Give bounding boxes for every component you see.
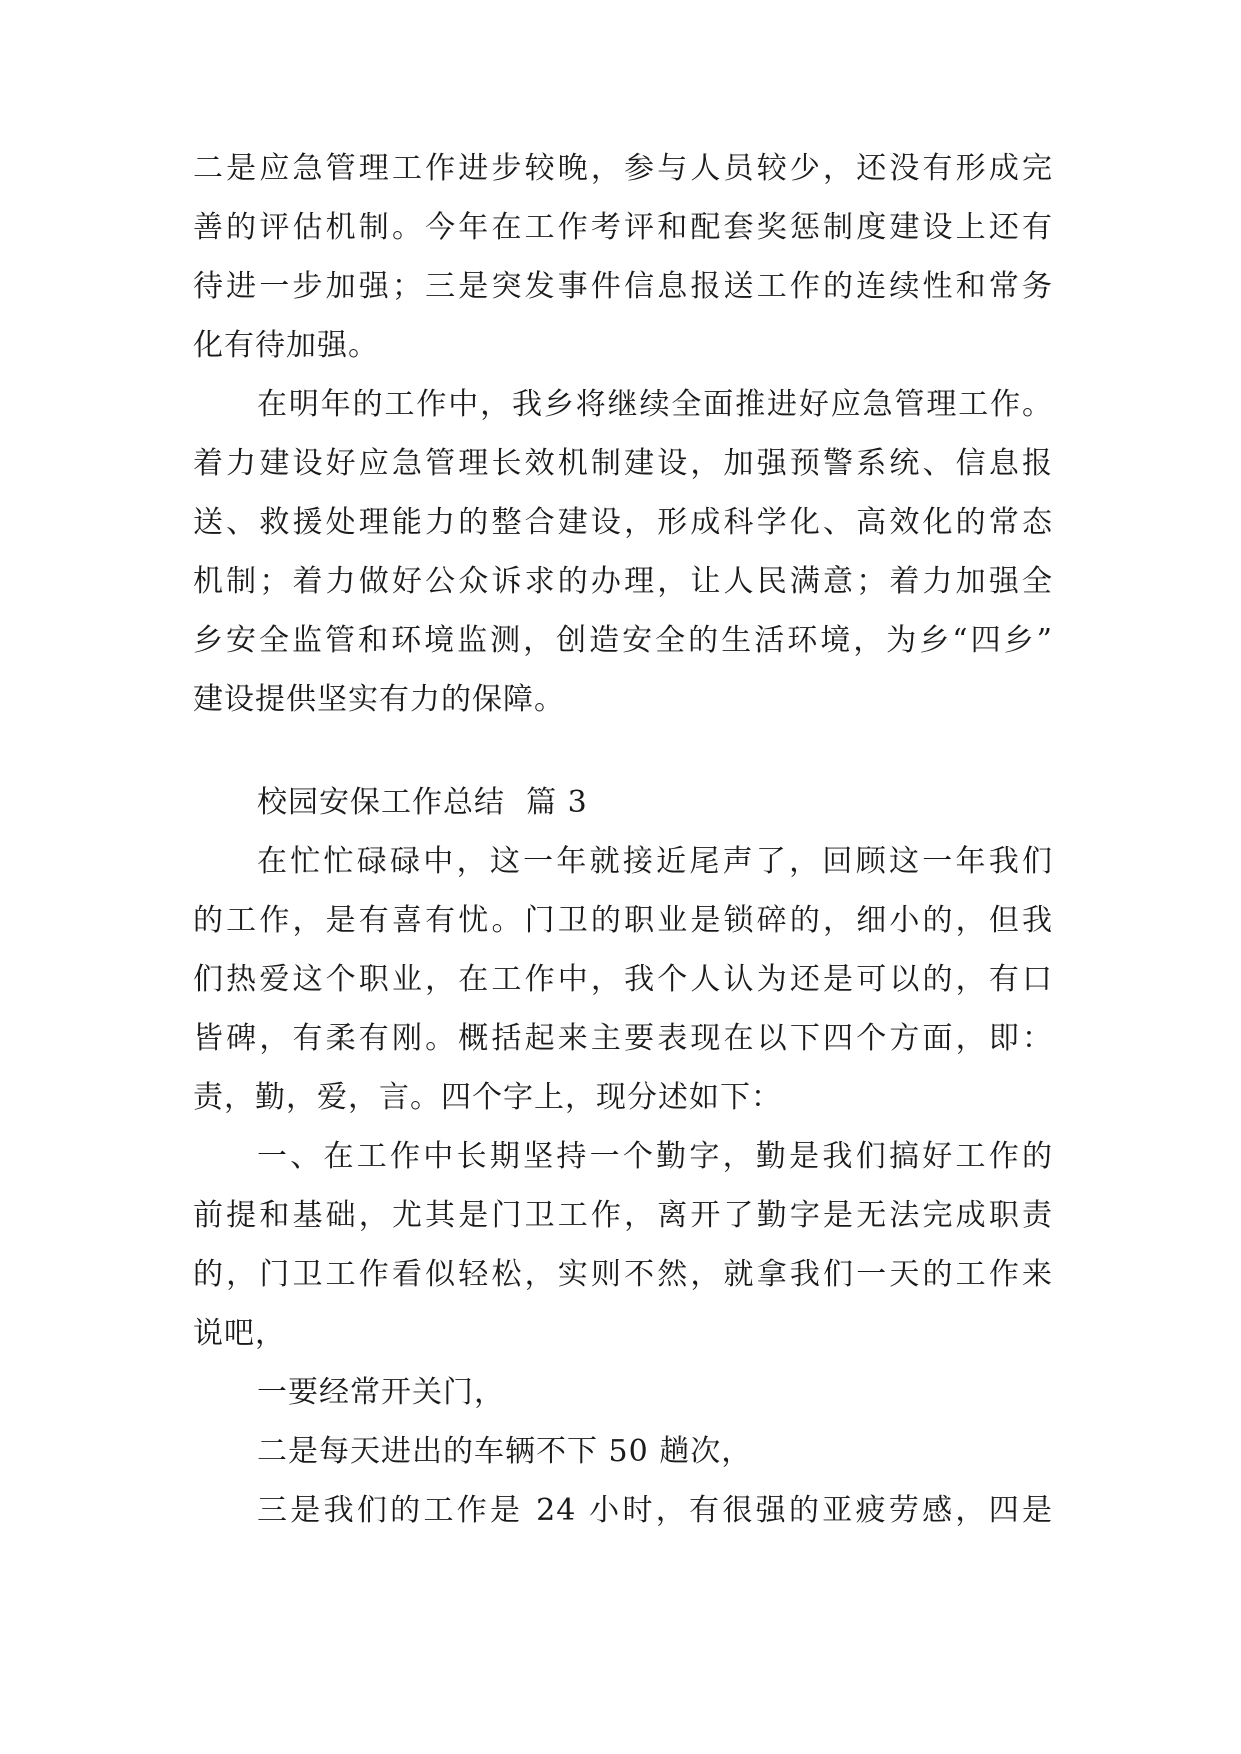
text-line: 前提和基础，尤其是门卫工作，离开了勤字是无法完成职责 bbox=[193, 1198, 1053, 1233]
paragraph-1 bbox=[193, 139, 1053, 375]
document-body-top bbox=[193, 139, 1053, 729]
text-line: 送、救援处理能力的整合建设，形成科学化、高效化的常态 bbox=[193, 505, 1053, 540]
text-line: 的工作，是有喜有忧。门卫的职业是锁碎的，细小的，但我 bbox=[193, 903, 1053, 938]
text-line: 皆碑，有柔有刚。概括起来主要表现在以下四个方面，即： bbox=[193, 1021, 1053, 1056]
document-body-bottom bbox=[193, 773, 1053, 1540]
text-line: 的，门卫工作看似轻松，实则不然，就拿我们一天的工作来 bbox=[193, 1257, 1053, 1292]
paragraph-7: 三是我们的工作是 24 小时，有很强的亚疲劳感，四是 bbox=[257, 1493, 1053, 1528]
text-line: 在明年的工作中，我乡将继续全面推进好应急管理工作。 bbox=[257, 387, 1053, 422]
text-line: 责，勤，爱，言。四个字上，现分述如下： bbox=[193, 1080, 782, 1115]
text-line: 二是应急管理工作进步较晚，参与人员较少，还没有形成完 bbox=[193, 151, 1053, 186]
text-line: 乡安全监管和环境监测，创造安全的生活环境，为乡“四乡” bbox=[193, 623, 1053, 658]
text-line: 一、在工作中长期坚持一个勤字，勤是我们搞好工作的 bbox=[257, 1139, 1053, 1174]
text-line: 说吧， bbox=[193, 1316, 286, 1351]
paragraph-5: 一要经常开关门， bbox=[257, 1375, 505, 1410]
text-line: 建设提供坚实有力的保障。 bbox=[193, 682, 565, 717]
text-line: 们热爱这个职业，在工作中，我个人认为还是可以的，有口 bbox=[193, 962, 1053, 997]
text-line: 在忙忙碌碌中，这一年就接近尾声了，回顾这一年我们 bbox=[257, 844, 1053, 879]
text-line: 着力建设好应急管理长效机制建设，加强预警系统、信息报 bbox=[193, 446, 1053, 481]
paragraph-2 bbox=[193, 375, 1053, 729]
text-line: 化有待加强。 bbox=[193, 328, 379, 363]
text-line: 善的评估机制。今年在工作考评和配套奖惩制度建设上还有 bbox=[193, 210, 1053, 245]
section-title: 校园安保工作总结 篇 3 bbox=[257, 785, 588, 820]
paragraph-4 bbox=[193, 1127, 1053, 1363]
text-line: 机制；着力做好公众诉求的办理，让人民满意；着力加强全 bbox=[193, 564, 1053, 599]
paragraph-6: 二是每天进出的车辆不下 50 趟次， bbox=[257, 1434, 753, 1469]
text-line: 待进一步加强；三是突发事件信息报送工作的连续性和常务 bbox=[193, 269, 1053, 304]
paragraph-3 bbox=[193, 832, 1053, 1127]
